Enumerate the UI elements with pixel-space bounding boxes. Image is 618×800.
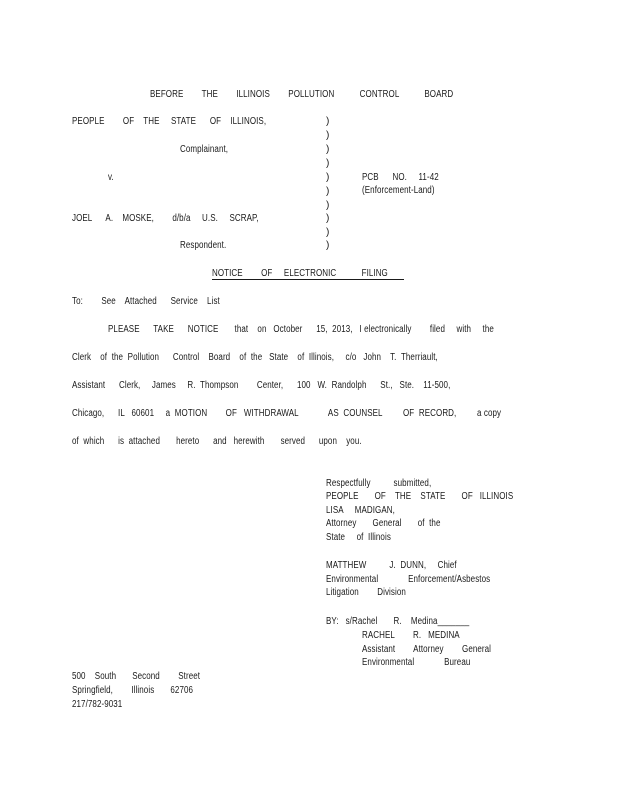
caption-party-people: PEOPLE OF THE STATE OF ILLINOIS,	[72, 116, 267, 127]
board-heading: BEFORE THE ILLINOIS POLLUTION CONTROL BOARD	[150, 89, 454, 100]
address-city: Springfield, Illinois 62706	[72, 685, 194, 696]
signature-attorney-title: Assistant Attorney General	[362, 644, 492, 655]
notice-title: NOTICE OF ELECTRONIC FILING	[212, 268, 388, 279]
caption-case-type: (Enforcement-Land)	[362, 185, 435, 196]
caption-paren: )	[326, 200, 330, 211]
signature-ag-title: Attorney General of the	[326, 518, 441, 529]
signature-chief-division: Environmental Enforcement/Asbestos	[326, 574, 491, 585]
address-street: 500 South Second Street	[72, 671, 201, 682]
signature-attorney-name: RACHEL R. MEDINA	[362, 630, 460, 641]
caption-complainant: Complainant,	[180, 144, 229, 155]
address-phone: 217/782-9031	[72, 699, 123, 710]
body-line: Assistant Clerk, James R. Thompson Center, 100 W. Randolph St., Ste. 11-500,	[72, 380, 451, 391]
signature-ag-name: LISA MADIGAN,	[326, 505, 395, 516]
caption-paren: )	[326, 158, 330, 169]
caption-party-respondent: JOEL A. MOSKE, d/b/a U.S. SCRAP,	[72, 213, 259, 224]
caption-paren: )	[326, 186, 330, 197]
body-line: Clerk of the Pollution Control Board of the State of Illinois, c/o John T. Therriault,	[72, 352, 438, 363]
caption-paren: )	[326, 130, 330, 141]
caption-paren: )	[326, 227, 330, 238]
body-line: PLEASE TAKE NOTICE that on October 15, 2013, I electronically filed with the	[108, 324, 494, 335]
caption-versus: v.	[108, 172, 114, 183]
caption-case-number: PCB NO. 11-42	[362, 172, 439, 183]
body-line: of which is attached hereto and herewith served upon you.	[72, 436, 362, 447]
signature-attorney-bureau: Environmental Bureau	[362, 657, 471, 668]
signature-chief-name: MATTHEW J. DUNN, Chief	[326, 560, 457, 571]
signature-chief-division: Litigation Division	[326, 587, 406, 598]
to-line: To: See Attached Service List	[72, 296, 220, 307]
caption-respondent: Respondent.	[180, 240, 227, 251]
signature-people: PEOPLE OF THE STATE OF ILLINOIS	[326, 491, 514, 502]
caption-paren: )	[326, 172, 330, 183]
signature-by-line: BY: s/Rachel R. Medina_______	[326, 616, 470, 627]
caption-paren: )	[326, 240, 330, 251]
notice-title-underline	[212, 279, 404, 280]
caption-paren: )	[326, 213, 330, 224]
caption-paren: )	[326, 144, 330, 155]
body-line: Chicago, IL 60601 a MOTION OF WITHDRAWAL AS COUNSEL OF RECORD, a copy	[72, 408, 502, 419]
signature-respectfully: Respectfully submitted,	[326, 478, 432, 489]
signature-ag-state: State of Illinois	[326, 532, 391, 543]
caption-paren: )	[326, 116, 330, 127]
